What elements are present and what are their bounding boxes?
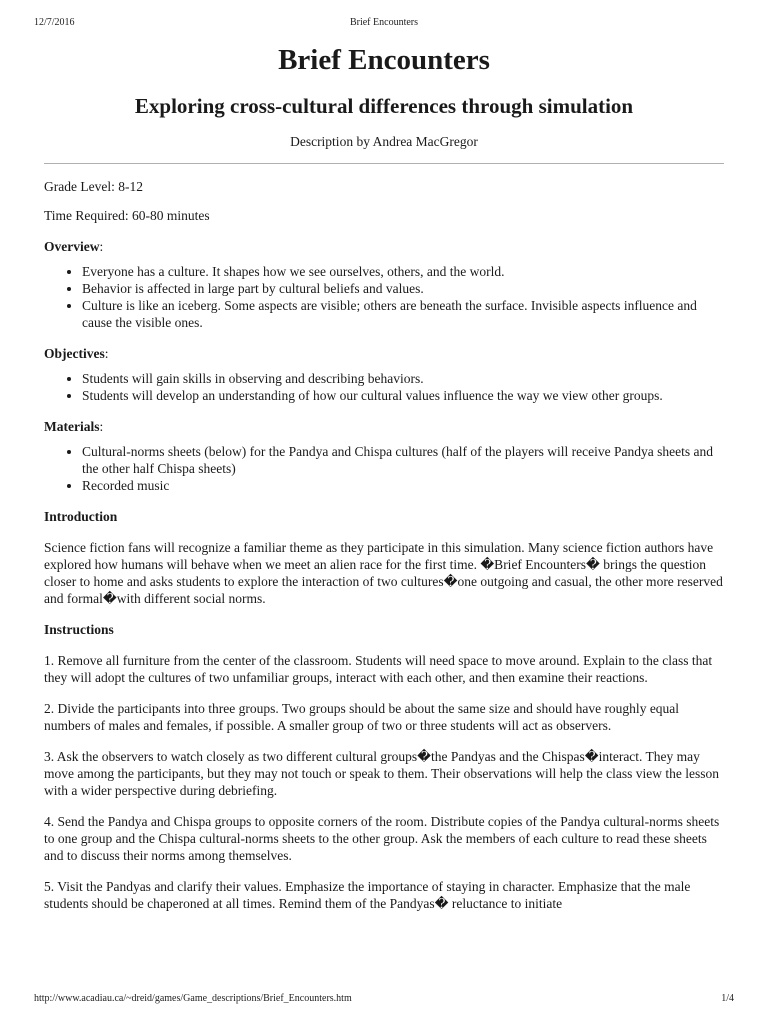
instruction-step: 4. Send the Pandya and Chispa groups to opposite corners of the room. Distribute copies of the Pandya cultural-norms sheets to one group and the Chispa cultural-norms sheets to the other group. Ask the members of each culture to read these sheets and to discuss their norms among themselves. <box>44 814 720 863</box>
page-subtitle: Exploring cross-cultural differences through simulation <box>134 94 634 118</box>
list-item: • Students will gain skills in observing and describing behaviors. <box>82 370 724 387</box>
print-footer <box>34 993 734 1007</box>
divider <box>44 163 724 164</box>
list-item: • Students will develop an understanding of how our cultural values influence the way we view other groups. <box>82 387 724 404</box>
list-item: • Culture is like an iceberg. Some aspects are visible; others are beneath the surface. Invisible aspects influence and cause the visible ones. <box>82 297 724 331</box>
list-item: • Behavior is affected in large part by cultural beliefs and values. <box>82 280 724 297</box>
materials-list <box>44 443 724 494</box>
overview-heading: Overview: <box>44 239 104 254</box>
print-header <box>34 17 734 31</box>
page-number: 1/4 <box>721 993 734 1004</box>
time-required: Time Required: 60-80 minutes <box>44 208 210 223</box>
materials-heading: Materials: <box>44 419 104 434</box>
instruction-step: 5. Visit the Pandyas and clarify their values. Emphasize the importance of staying in character. Emphasize that the male students should be chaperoned at all times. Remind them of the Pandyas� reluctance to initiate <box>44 879 691 911</box>
objectives-heading: Objectives: <box>44 346 109 361</box>
grade-level: Grade Level: 8-12 <box>44 179 143 194</box>
list-item: • Recorded music <box>82 477 724 494</box>
introduction-heading: Introduction <box>44 509 118 524</box>
instruction-step: 2. Divide the participants into three groups. Two groups should be about the same size and should have roughly equal numbers of males and females, if possible. A smaller group of two or three students will act as observers. <box>44 701 680 733</box>
list-item: • Everyone has a culture. It shapes how we see ourselves, others, and the world. <box>82 263 724 280</box>
byline: Description by Andrea MacGregor <box>290 134 478 149</box>
print-title: Brief Encounters <box>349 17 419 28</box>
document-body <box>44 40 724 912</box>
instructions-heading: Instructions <box>44 622 114 637</box>
instruction-step: 1. Remove all furniture from the center of the classroom. Students will need space to move around. Explain to the class that they will adopt the cultures of two unfamiliar groups, interact with each other, and then examine their reactions. <box>44 653 713 685</box>
introduction-text: Science fiction fans will recognize a familiar theme as they participate in this simulation. Many science fiction authors have explored how humans will behave when we meet an alien race for the first time. �Brief Encounters� brings the question closer to home and asks students to explore the interaction of two cultures�one outgoing and casual, the other more reserved and formal�with different social norms. <box>44 540 723 606</box>
source-url: http://www.acadiau.ca/~dreid/games/Game_descriptions/Brief_Encounters.htm <box>34 993 352 1004</box>
instruction-step: 3. Ask the observers to watch closely as two different cultural groups�the Pandyas and the Chispas�interact. They may move among the participants, but they may not touch or speak to them. Their observations will help the class view the lesson with a wider perspective during debriefing. <box>44 749 719 798</box>
overview-list <box>44 263 724 331</box>
print-date: 12/7/2016 <box>34 17 75 28</box>
objectives-list <box>44 370 724 404</box>
page-title: Brief Encounters <box>278 44 490 76</box>
list-item: • Cultural-norms sheets (below) for the Pandya and Chispa cultures (half of the players will receive Pandya sheets and the other half Chispa sheets) <box>82 443 724 477</box>
